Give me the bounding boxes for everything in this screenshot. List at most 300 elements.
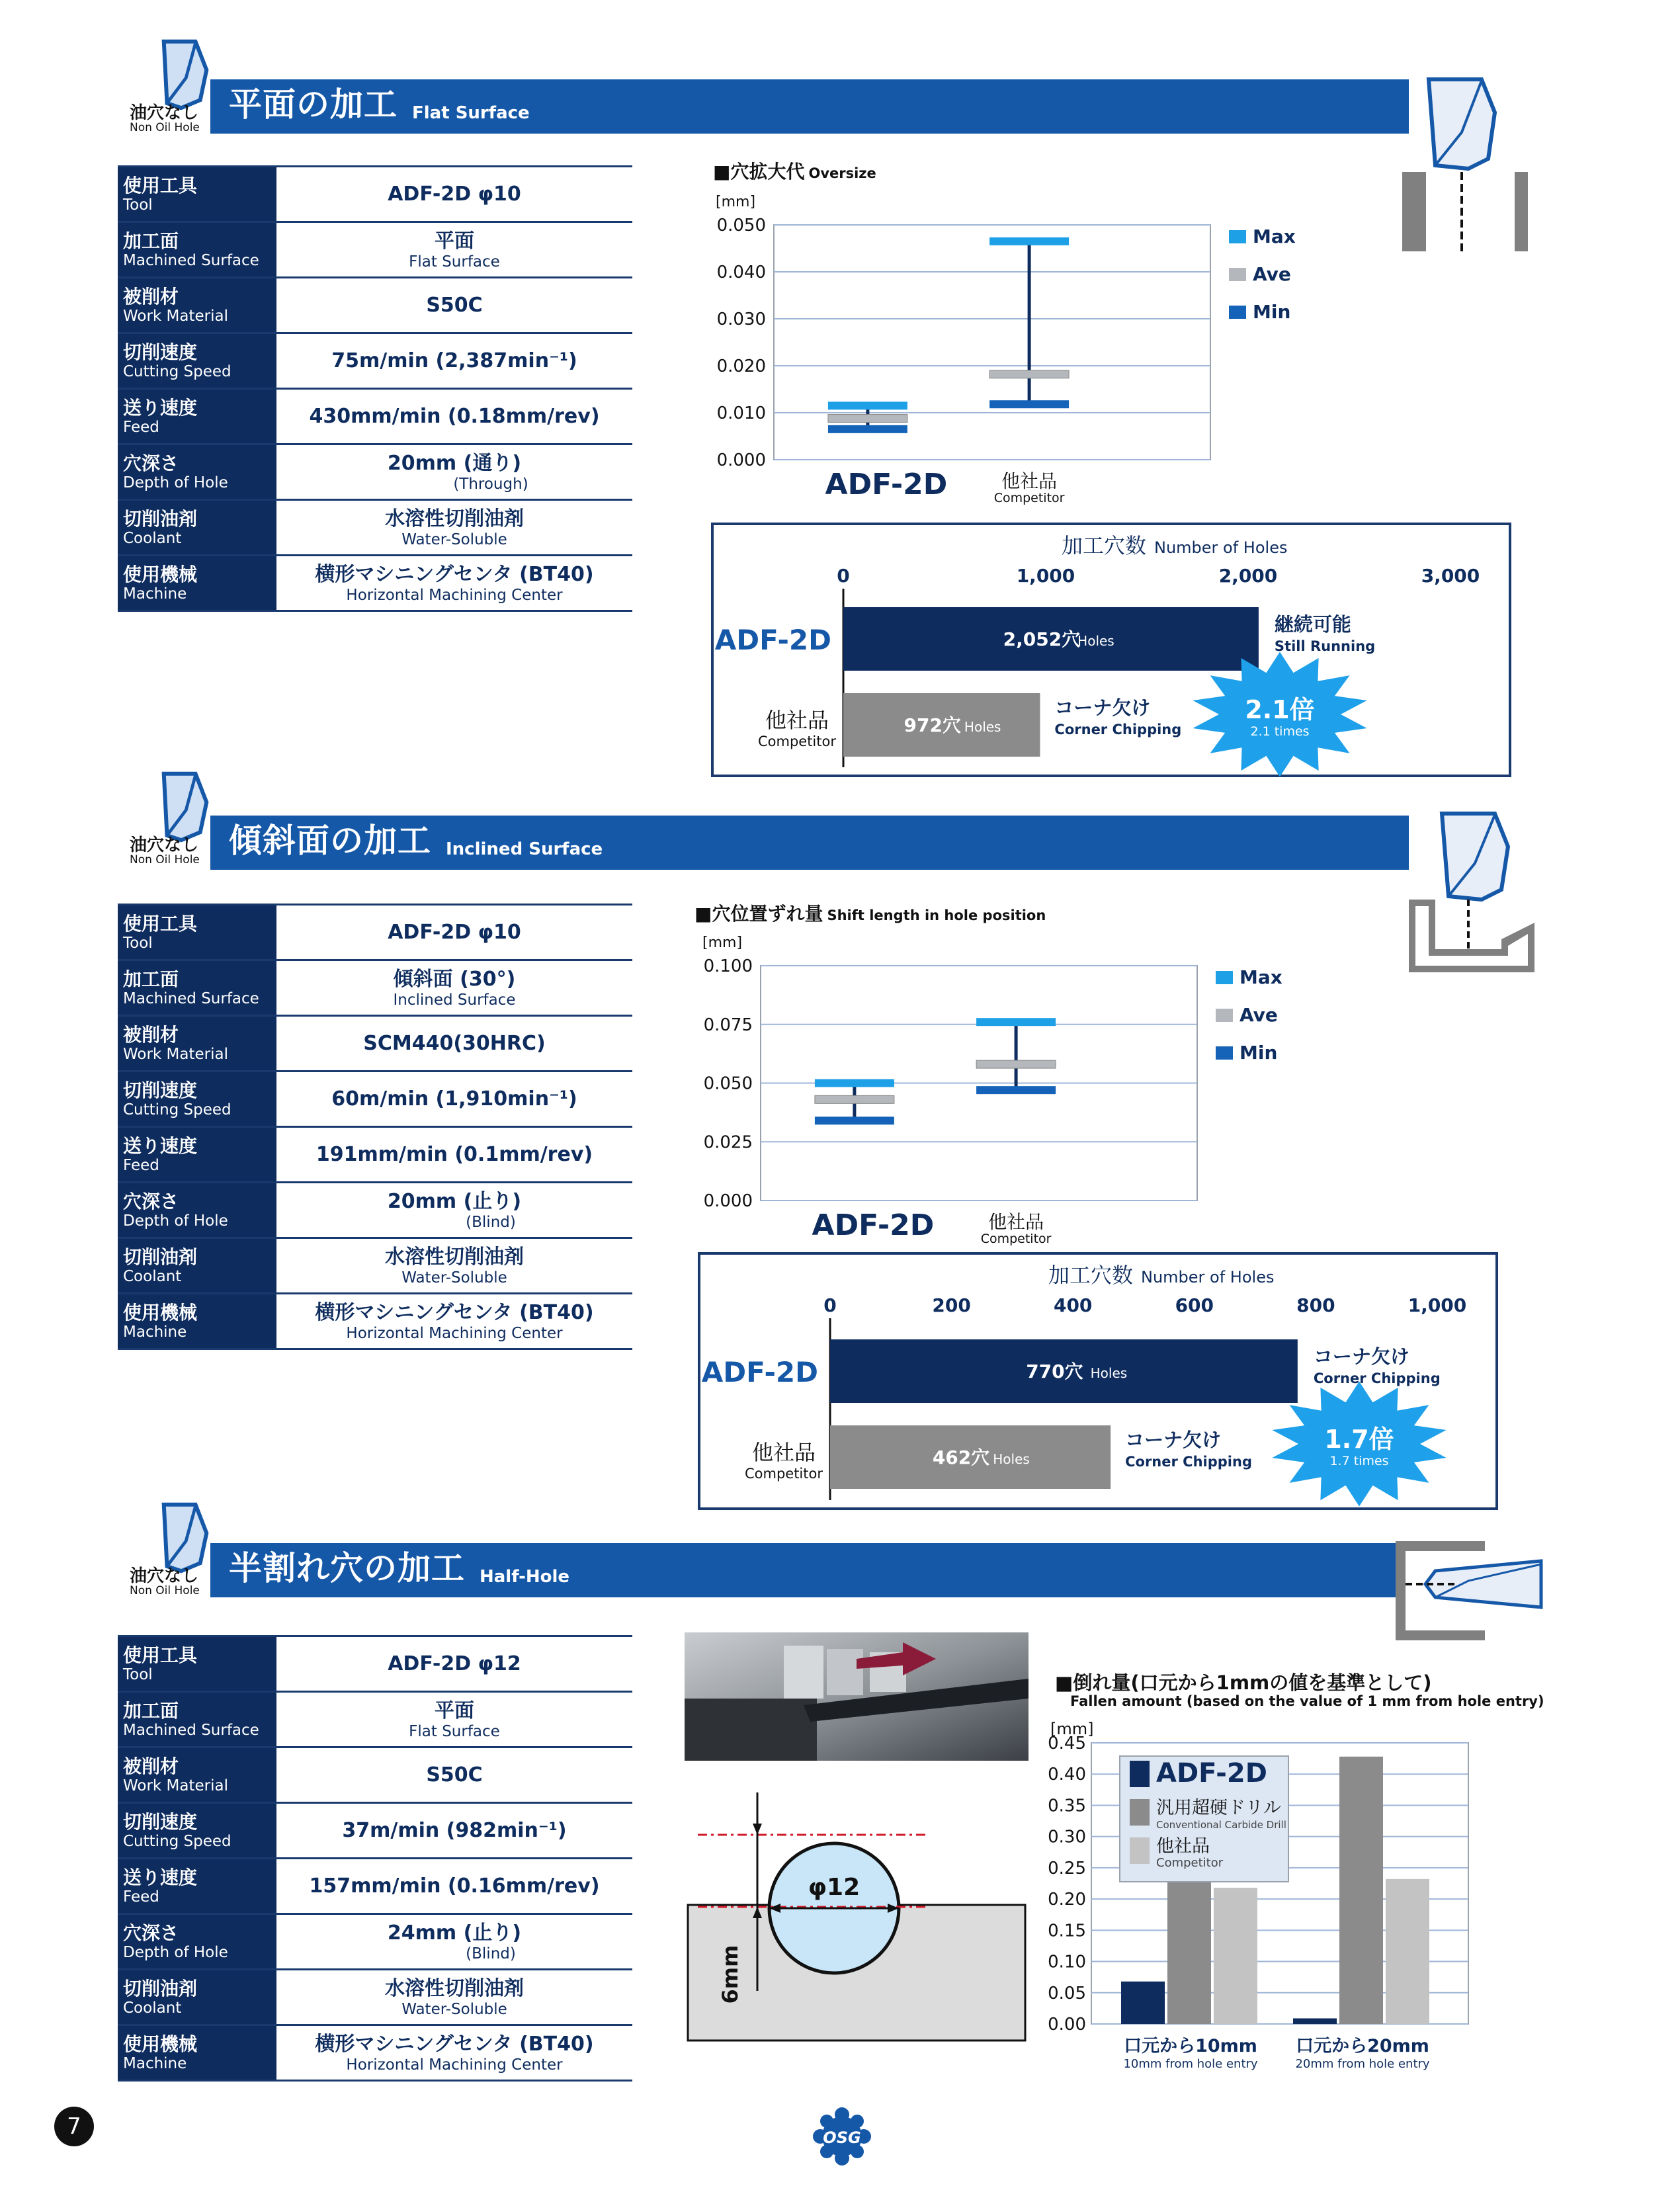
spec-row (118, 1804, 632, 1859)
non-oil-hole-en: Non Oil Hole (130, 1584, 200, 1597)
spec-label-en: Feed (123, 1888, 159, 1906)
spec-label (118, 1239, 276, 1292)
title-ja: ■穴位置ずれ量 (694, 903, 823, 925)
spec-value-ja: 水溶性切削油剤 (385, 507, 524, 530)
legend-swatch (1130, 1837, 1150, 1864)
burst-ratio-en: 1.7 times (1329, 1454, 1389, 1468)
spec-label (118, 1637, 276, 1691)
ave-marker (828, 415, 907, 423)
spec-label-en: Machined Surface (123, 989, 259, 1007)
legend-swatch (1216, 1009, 1233, 1022)
legend-label: Ave (1253, 263, 1291, 285)
y-tick-label: 0.010 (716, 403, 766, 423)
spec-row (118, 501, 632, 556)
spec-value-ja: 横形マシニングセンタ (BT40) (315, 562, 594, 586)
drill-halfhole-illustration (1396, 1541, 1541, 1640)
legend-label: Min (1239, 1042, 1278, 1064)
x-tick-label: 2,000 (1218, 565, 1278, 587)
legend-swatch (1130, 1799, 1150, 1826)
bar-competitor (1214, 1888, 1257, 2024)
holes-bar-chart-flat (711, 523, 1511, 777)
spec-value (276, 1748, 632, 1802)
spec-value (276, 961, 632, 1015)
y-tick-label: 0.45 (1048, 1734, 1086, 1753)
fallen-amount-chart (1045, 1713, 1495, 2083)
spec-value-en: Inclined Surface (393, 991, 516, 1009)
spec-label-ja: 使用工具 (123, 174, 198, 196)
spec-value (276, 1183, 632, 1237)
spec-value-ja: 75m/min (2,387min⁻¹) (331, 349, 577, 372)
holes-bar-chart-inclined (698, 1252, 1498, 1510)
spec-label-ja: 被削材 (123, 285, 179, 308)
spec-value-en: Water-Soluble (401, 1269, 507, 1286)
y-tick-label: 0.30 (1048, 1827, 1086, 1847)
max-marker (815, 1079, 894, 1087)
spec-value (276, 1017, 632, 1070)
spec-label-en: Work Material (123, 1777, 228, 1794)
spec-value-ja: 20mm (止り) (387, 1189, 522, 1213)
spec-value-ja: ADF-2D φ10 (388, 182, 521, 206)
spec-value-ja: SCM440(30HRC) (363, 1031, 546, 1055)
spec-value-ja: ADF-2D φ12 (388, 1652, 521, 1675)
bar-value: 2,052穴 (1003, 628, 1081, 650)
bar-category: 他社品 (765, 708, 829, 733)
spec-value (276, 278, 632, 332)
spec-value (276, 1915, 632, 1968)
diameter-label: φ12 (808, 1874, 861, 1901)
spec-label-ja: 切削油剤 (123, 507, 198, 530)
bar-category: Competitor (744, 1466, 823, 1482)
spec-row (118, 278, 632, 334)
bar-unit: Holes (993, 1451, 1030, 1467)
bar-note-ja: 継続可能 (1274, 613, 1351, 636)
y-tick-label: 0.050 (703, 1073, 753, 1094)
spec-value-en: Horizontal Machining Center (346, 1324, 563, 1342)
spec-row (118, 961, 632, 1017)
spec-label-en: Feed (123, 418, 159, 436)
spec-row (118, 905, 632, 961)
title-en: Oversize (808, 165, 876, 181)
machining-photo (685, 1632, 1029, 1761)
spec-value (276, 556, 632, 610)
non-oil-hole-ja: 油穴なし (130, 103, 199, 123)
bar-value: 972穴 (903, 714, 961, 736)
spec-label-ja: 切削速度 (123, 1810, 198, 1833)
spec-row (118, 1748, 632, 1804)
legend-swatch (1216, 1046, 1233, 1060)
section-title-en: Flat Surface (412, 103, 530, 123)
spec-label (118, 1693, 276, 1746)
spec-value (276, 1294, 632, 1348)
section-title-en: Half-Hole (480, 1567, 570, 1587)
min-marker (815, 1116, 894, 1124)
spec-row (118, 167, 632, 223)
spec-label (118, 390, 276, 443)
spec-value (276, 1693, 632, 1746)
burst-ratio: 2.1倍 (1245, 695, 1315, 724)
holes-title-ja: 加工穴数 (1048, 1263, 1134, 1288)
category-label: Competitor (993, 491, 1065, 505)
spec-label-ja: 穴深さ (123, 1921, 179, 1944)
half-hole-diagram (685, 1786, 1029, 2044)
bar-note-ja: コーナ欠け (1054, 696, 1151, 719)
spec-row (118, 223, 632, 278)
x-tick-label: 0 (823, 1294, 837, 1316)
max-marker (976, 1018, 1056, 1026)
spec-value (276, 445, 632, 499)
spec-label-ja: 使用機械 (123, 2033, 198, 2055)
spec-value (276, 1859, 632, 1913)
spec-label-en: Machine (123, 2054, 187, 2072)
spec-value-en: Flat Surface (409, 1722, 500, 1740)
legend-label: Min (1253, 301, 1291, 323)
legend-label-en: Competitor (1156, 1856, 1224, 1870)
spec-value-ja: 191mm/min (0.1mm/rev) (315, 1142, 593, 1166)
spec-label-ja: 被削材 (123, 1755, 179, 1777)
spec-value-ja: 60m/min (1,910min⁻¹) (331, 1087, 577, 1111)
ave-marker (989, 370, 1069, 378)
ave-marker (976, 1060, 1056, 1068)
spec-value (276, 223, 632, 276)
spec-label-en: Tool (123, 196, 153, 214)
spec-label (118, 223, 276, 276)
spec-label (118, 961, 276, 1015)
spec-value (276, 334, 632, 388)
x-tick-label: 600 (1175, 1294, 1214, 1316)
y-tick-label: 0.000 (716, 450, 766, 470)
spec-row (118, 1072, 632, 1128)
section-title-bar (210, 816, 1409, 870)
spec-row (118, 1693, 632, 1748)
spec-value-en: Horizontal Machining Center (346, 2056, 563, 2074)
spec-value-ja: ADF-2D φ10 (388, 920, 521, 944)
spec-label-ja: 送り速度 (123, 396, 198, 419)
spec-label-en: Coolant (123, 529, 182, 547)
bar-note-en: Corner Chipping (1125, 1454, 1252, 1470)
spec-label (118, 1804, 276, 1857)
bar-competitor (1386, 1879, 1429, 2024)
y-tick-label: 0.10 (1048, 1952, 1086, 1972)
spec-label-en: Machined Surface (123, 251, 259, 269)
bar-note-en: Corner Chipping (1054, 722, 1182, 737)
spec-label (118, 278, 276, 332)
spec-table-halfhole (118, 1635, 632, 2082)
x-tick-label: 400 (1053, 1294, 1093, 1316)
min-marker (976, 1086, 1056, 1094)
spec-value-ja: 430mm/min (0.18mm/rev) (309, 404, 600, 428)
spec-label-en: Cutting Speed (123, 1101, 231, 1118)
legend-swatch (1229, 230, 1246, 243)
spec-label-en: Feed (123, 1156, 159, 1174)
ave-marker (815, 1095, 894, 1103)
spec-label-en: Depth of Hole (123, 1212, 228, 1230)
group-label-en: 10mm from hole entry (1123, 2057, 1258, 2071)
spec-value-ja: 37m/min (982min⁻¹) (342, 1818, 567, 1842)
spec-value (276, 1239, 632, 1292)
spec-label (118, 1017, 276, 1070)
spec-value-ja: 20mm (通り) (387, 451, 522, 475)
spec-value-ja: S50C (426, 1763, 483, 1787)
spec-value (276, 1128, 632, 1181)
spec-label (118, 501, 276, 554)
holes-title-en: Number of Holes (1141, 1268, 1275, 1286)
bar-unit: Holes (1090, 1365, 1128, 1381)
bar-category: 他社品 (751, 1440, 816, 1465)
x-tick-label: 1,000 (1407, 1294, 1467, 1316)
spec-value-ja: 水溶性切削油剤 (385, 1245, 524, 1269)
spec-label-ja: 使用工具 (123, 1644, 198, 1666)
spec-row (118, 1859, 632, 1915)
spec-row (118, 1915, 632, 1970)
spec-value (276, 167, 632, 221)
spec-row (118, 1183, 632, 1239)
category-label: Competitor (980, 1232, 1052, 1246)
drill-inclined-illustration (1402, 807, 1534, 979)
spec-label-en: Coolant (123, 1999, 182, 2017)
min-marker (828, 425, 907, 433)
unit-label: [mm] (1050, 1720, 1094, 1738)
group-label: 口元から20mm (1296, 2036, 1429, 2056)
spec-row (118, 390, 632, 445)
x-tick-label: 1,000 (1016, 565, 1075, 587)
spec-label-en: Coolant (123, 1267, 182, 1285)
bar-value: 770穴 (1026, 1361, 1083, 1382)
spec-label-ja: 切削油剤 (123, 1245, 198, 1268)
non-oil-hole-ja: 油穴なし (130, 1566, 199, 1586)
x-tick-label: 0 (837, 565, 850, 587)
spec-row (118, 1294, 632, 1350)
y-tick-label: 0.15 (1048, 1921, 1086, 1941)
spec-value-ja: 平面 (435, 229, 474, 253)
unit-label: [mm] (716, 194, 756, 210)
spec-value (276, 501, 632, 554)
spec-label-en: Machine (123, 1323, 187, 1341)
osg-logo (812, 2107, 872, 2166)
non-oil-hole-en: Non Oil Hole (130, 853, 200, 866)
spec-label-en: Tool (123, 934, 153, 952)
y-tick-label: 0.35 (1048, 1796, 1086, 1816)
spec-label-ja: 穴深さ (123, 452, 179, 474)
spec-value-en: Water-Soluble (401, 530, 507, 548)
y-tick-label: 0.050 (716, 216, 766, 235)
spec-value-ja: 24mm (止り) (387, 1921, 522, 1945)
spec-label (118, 1128, 276, 1181)
spec-label-ja: 加工面 (123, 230, 179, 252)
spec-label (118, 1859, 276, 1913)
fallen-chart-title: ■倒れ量(口元から1mmの値を基準として) (1055, 1671, 1432, 1694)
spec-value-ja: 平面 (435, 1699, 474, 1722)
spec-label (118, 905, 276, 959)
spec-value-en: (Blind) (466, 1213, 516, 1231)
x-tick-label: 3,000 (1421, 565, 1480, 587)
y-tick-label: 0.40 (1048, 1765, 1086, 1785)
spec-value-en: Water-Soluble (401, 2000, 507, 2018)
bar-conventional (1167, 1882, 1211, 2024)
shift-chart-title (694, 900, 1046, 926)
burst-ratio-en: 2.1 times (1250, 724, 1310, 739)
spec-label (118, 2026, 276, 2080)
spec-label (118, 167, 276, 221)
holes-title-ja: 加工穴数 (1062, 533, 1147, 558)
x-tick-label: 200 (932, 1294, 971, 1316)
section-title-bar (210, 1543, 1404, 1597)
spec-label-ja: 送り速度 (123, 1134, 198, 1157)
section-title-ja: 傾斜面の加工 (229, 821, 431, 860)
spec-label (118, 1970, 276, 2024)
spec-label-ja: 送り速度 (123, 1866, 198, 1888)
section-title-ja: 半割れ穴の加工 (229, 1549, 465, 1587)
plot-area (774, 225, 1210, 460)
spec-label (118, 1748, 276, 1802)
spec-value (276, 1804, 632, 1857)
spec-row (118, 556, 632, 612)
bar-category: ADF-2D (714, 624, 831, 656)
x-tick-label: 800 (1296, 1294, 1335, 1316)
spec-label-ja: 使用工具 (123, 912, 198, 935)
spec-label-en: Depth of Hole (123, 1943, 228, 1961)
spec-row (118, 1970, 632, 2026)
bar-unit: Holes (964, 719, 1001, 735)
bar-adf2d (1121, 1982, 1165, 2024)
bar-category: Competitor (757, 734, 837, 749)
legend-label: Max (1239, 966, 1282, 988)
non-oil-hole-ja: 油穴なし (130, 835, 199, 855)
spec-label-en: Tool (123, 1665, 153, 1683)
spec-value-en: (Blind) (466, 1945, 516, 1962)
y-tick-label: 0.075 (703, 1015, 753, 1035)
oversize-chart-title (713, 157, 876, 184)
bar-note-ja: コーナ欠け (1313, 1345, 1409, 1368)
bar-note-en: Still Running (1274, 638, 1376, 654)
spec-value (276, 2026, 632, 2080)
y-tick-label: 0.025 (703, 1132, 753, 1153)
shift-range-chart (681, 933, 1282, 1250)
spec-label-ja: 加工面 (123, 968, 179, 990)
spec-label-en: Work Material (123, 1045, 228, 1063)
spec-label (118, 445, 276, 499)
legend-label: Max (1253, 226, 1296, 247)
holes-title-en: Number of Holes (1154, 538, 1288, 557)
y-tick-label: 0.25 (1048, 1858, 1086, 1878)
spec-label-ja: 切削速度 (123, 1079, 198, 1101)
spec-row (118, 1239, 632, 1294)
legend-swatch (1130, 1761, 1150, 1787)
spec-label-ja: 使用機械 (123, 1301, 198, 1324)
spec-row (118, 445, 632, 501)
spec-label-en: Machined Surface (123, 1721, 259, 1739)
spec-label-ja: 被削材 (123, 1023, 179, 1046)
y-tick-label: 0.000 (703, 1191, 753, 1211)
y-tick-label: 0.05 (1048, 1983, 1086, 2003)
spec-value (276, 1072, 632, 1126)
spec-label (118, 1183, 276, 1237)
y-tick-label: 0.20 (1048, 1890, 1086, 1910)
spec-table-inclined (118, 904, 632, 1350)
legend-label: ADF-2D (1156, 1758, 1267, 1788)
spec-label (118, 1294, 276, 1348)
category-label: ADF-2D (825, 468, 948, 501)
spec-label-ja: 切削油剤 (123, 1977, 198, 1999)
spec-value-en: (Through) (453, 475, 528, 493)
bar-unit: Holes (1077, 633, 1114, 649)
spec-row (118, 2026, 632, 2082)
bar-category: ADF-2D (701, 1356, 818, 1388)
spec-value (276, 1970, 632, 2024)
spec-label (118, 1915, 276, 1968)
spec-value-ja: 傾斜面 (30°) (393, 967, 516, 991)
spec-label-en: Cutting Speed (123, 1832, 231, 1850)
category-label: 他社品 (988, 1211, 1044, 1233)
spec-label (118, 556, 276, 610)
y-tick-label: 0.00 (1048, 2015, 1086, 2035)
max-marker (989, 237, 1069, 245)
spec-label-ja: 加工面 (123, 1699, 179, 1722)
legend-label: 他社品 (1156, 1836, 1210, 1857)
spec-label-ja: 使用機械 (123, 563, 198, 585)
min-marker (989, 400, 1069, 408)
bar-conventional (1339, 1757, 1383, 2024)
oversize-range-chart (694, 192, 1296, 509)
category-label: ADF-2D (812, 1208, 935, 1242)
bar-note-en: Corner Chipping (1313, 1370, 1441, 1386)
legend-label: 汎用超硬ドリル (1156, 1798, 1281, 1818)
spec-value-en: Horizontal Machining Center (346, 586, 563, 604)
spec-value-ja: 157mm/min (0.16mm/rev) (309, 1874, 600, 1898)
y-tick-label: 0.030 (716, 310, 766, 329)
spec-value (276, 390, 632, 443)
spec-label-en: Cutting Speed (123, 362, 231, 380)
spec-label-en: Work Material (123, 307, 228, 325)
spec-value-ja: S50C (426, 293, 483, 317)
spec-value-ja: 横形マシニングセンタ (BT40) (315, 2032, 594, 2056)
svg-text:OSG: OSG (823, 2128, 861, 2147)
section-title-en: Inclined Surface (446, 839, 603, 859)
spec-label (118, 1072, 276, 1126)
legend-swatch (1229, 268, 1246, 281)
spec-value-en: Flat Surface (409, 253, 500, 271)
section-title-ja: 平面の加工 (229, 85, 398, 124)
spec-value-ja: 横形マシニングセンタ (BT40) (315, 1300, 594, 1324)
unit-label: [mm] (702, 935, 743, 951)
non-oil-hole-en: Non Oil Hole (130, 121, 200, 134)
max-marker (828, 401, 907, 409)
section-title-bar (210, 79, 1409, 134)
spec-label-ja: 切削速度 (123, 341, 198, 363)
burst-ratio: 1.7倍 (1324, 1425, 1394, 1454)
spec-row (118, 1017, 632, 1072)
drill-flat-illustration (1396, 73, 1528, 258)
spec-row (118, 334, 632, 390)
y-tick-label: 0.020 (716, 357, 766, 376)
fallen-chart-subtitle: Fallen amount (based on the value of 1 mm from hole entry) (1070, 1693, 1544, 1709)
group-label: 口元から10mm (1124, 2036, 1257, 2056)
bar-value: 462穴 (932, 1447, 990, 1468)
spec-label-ja: 穴深さ (123, 1190, 179, 1212)
depth-label: 6mm (718, 1945, 743, 2004)
page-number: 7 (54, 2107, 94, 2146)
bar-note-ja: コーナ欠け (1125, 1429, 1222, 1451)
title-en: Shift length in hole position (827, 907, 1046, 923)
spec-label-en: Machine (123, 585, 187, 603)
spec-label-en: Depth of Hole (123, 474, 228, 491)
spec-value (276, 905, 632, 959)
spec-row (118, 1128, 632, 1183)
legend-swatch (1229, 306, 1246, 319)
legend-label-en: Conventional Carbide Drill (1156, 1819, 1286, 1831)
spec-row (118, 1637, 632, 1693)
legend-label: Ave (1239, 1004, 1278, 1026)
y-tick-label: 0.040 (716, 263, 766, 282)
